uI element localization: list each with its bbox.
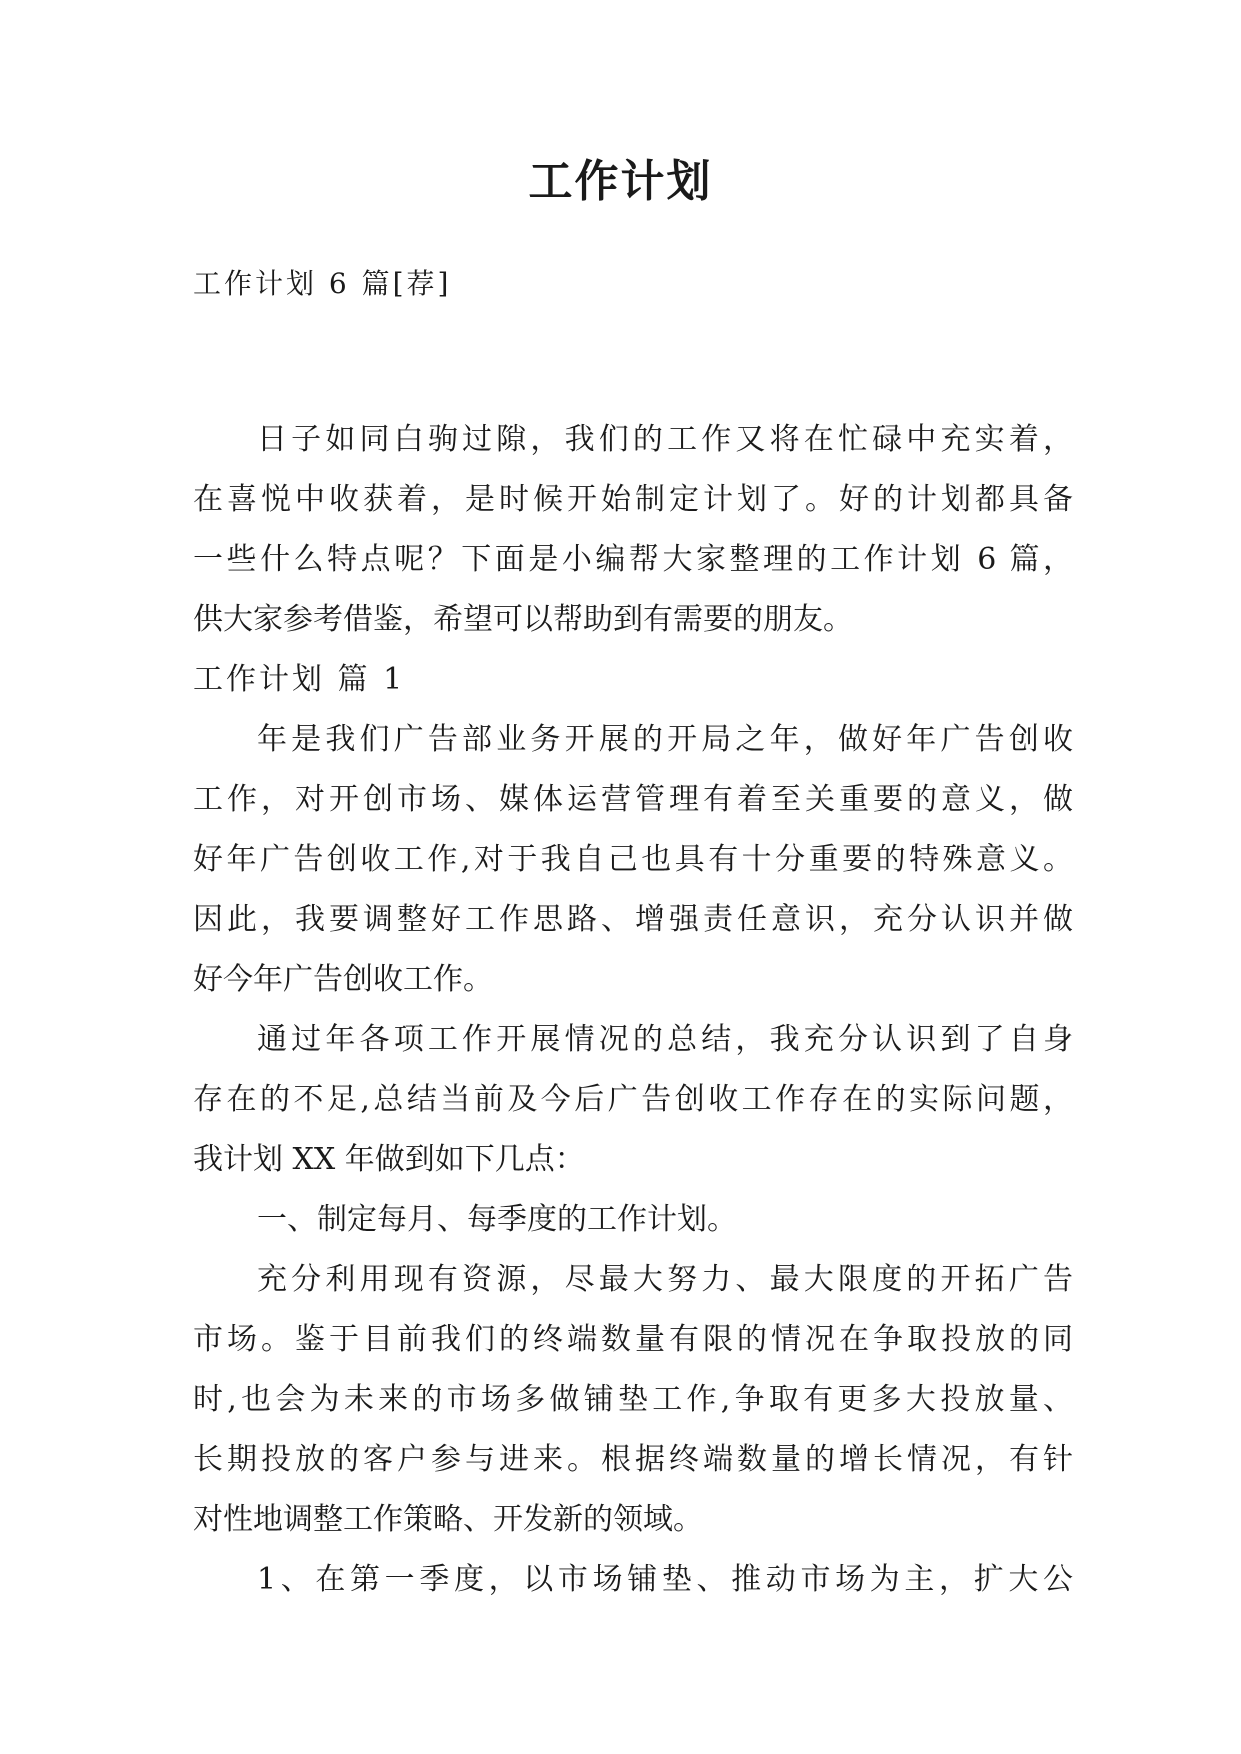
body-line: 日子如同白驹过隙，我们的工作又将在忙碌中充实着， (257, 422, 1073, 457)
body-line: 年是我们广告部业务开展的开局之年，做好年广告创收 (257, 722, 1073, 757)
section-heading: 工作计划 篇 1 (193, 662, 406, 697)
document-body (193, 410, 1073, 1610)
list-heading: 一、制定每月、每季度的工作计划。 (257, 1202, 737, 1237)
body-line: 市场。鉴于目前我们的终端数量有限的情况在争取投放的同 (193, 1322, 1073, 1357)
body-line: 因此，我要调整好工作思路、增强责任意识，充分认识并做 (193, 902, 1073, 937)
body-line: 一些什么特点呢？下面是小编帮大家整理的工作计划 6 篇， (193, 542, 1073, 577)
body-line: 存在的不足,总结当前及今后广告创收工作存在的实际问题， (193, 1082, 1073, 1117)
body-line: 我计划 XX 年做到如下几点： (193, 1142, 585, 1177)
document-subtitle: 工作计划 6 篇[荐] (193, 267, 452, 300)
body-line: 供大家参考借鉴，希望可以帮助到有需要的朋友。 (193, 602, 853, 637)
body-line: 对性地调整工作策略、开发新的领域。 (193, 1502, 703, 1537)
body-line: 1、在第一季度，以市场铺垫、推动市场为主，扩大公 (257, 1562, 1073, 1597)
document-title: 工作计划 (528, 156, 713, 207)
body-line: 在喜悦中收获着，是时候开始制定计划了。好的计划都具备 (193, 482, 1073, 517)
body-line: 工作，对开创市场、媒体运营管理有着至关重要的意义，做 (193, 782, 1073, 817)
body-line: 好年广告创收工作,对于我自己也具有十分重要的特殊意义。 (193, 842, 1073, 877)
body-line: 好今年广告创收工作。 (193, 962, 493, 997)
body-line: 通过年各项工作开展情况的总结，我充分认识到了自身 (257, 1022, 1073, 1057)
body-line: 充分利用现有资源，尽最大努力、最大限度的开拓广告 (257, 1262, 1073, 1297)
body-line: 长期投放的客户参与进来。根据终端数量的增长情况，有针 (193, 1442, 1073, 1477)
body-line: 时,也会为未来的市场多做铺垫工作,争取有更多大投放量、 (193, 1382, 1073, 1417)
